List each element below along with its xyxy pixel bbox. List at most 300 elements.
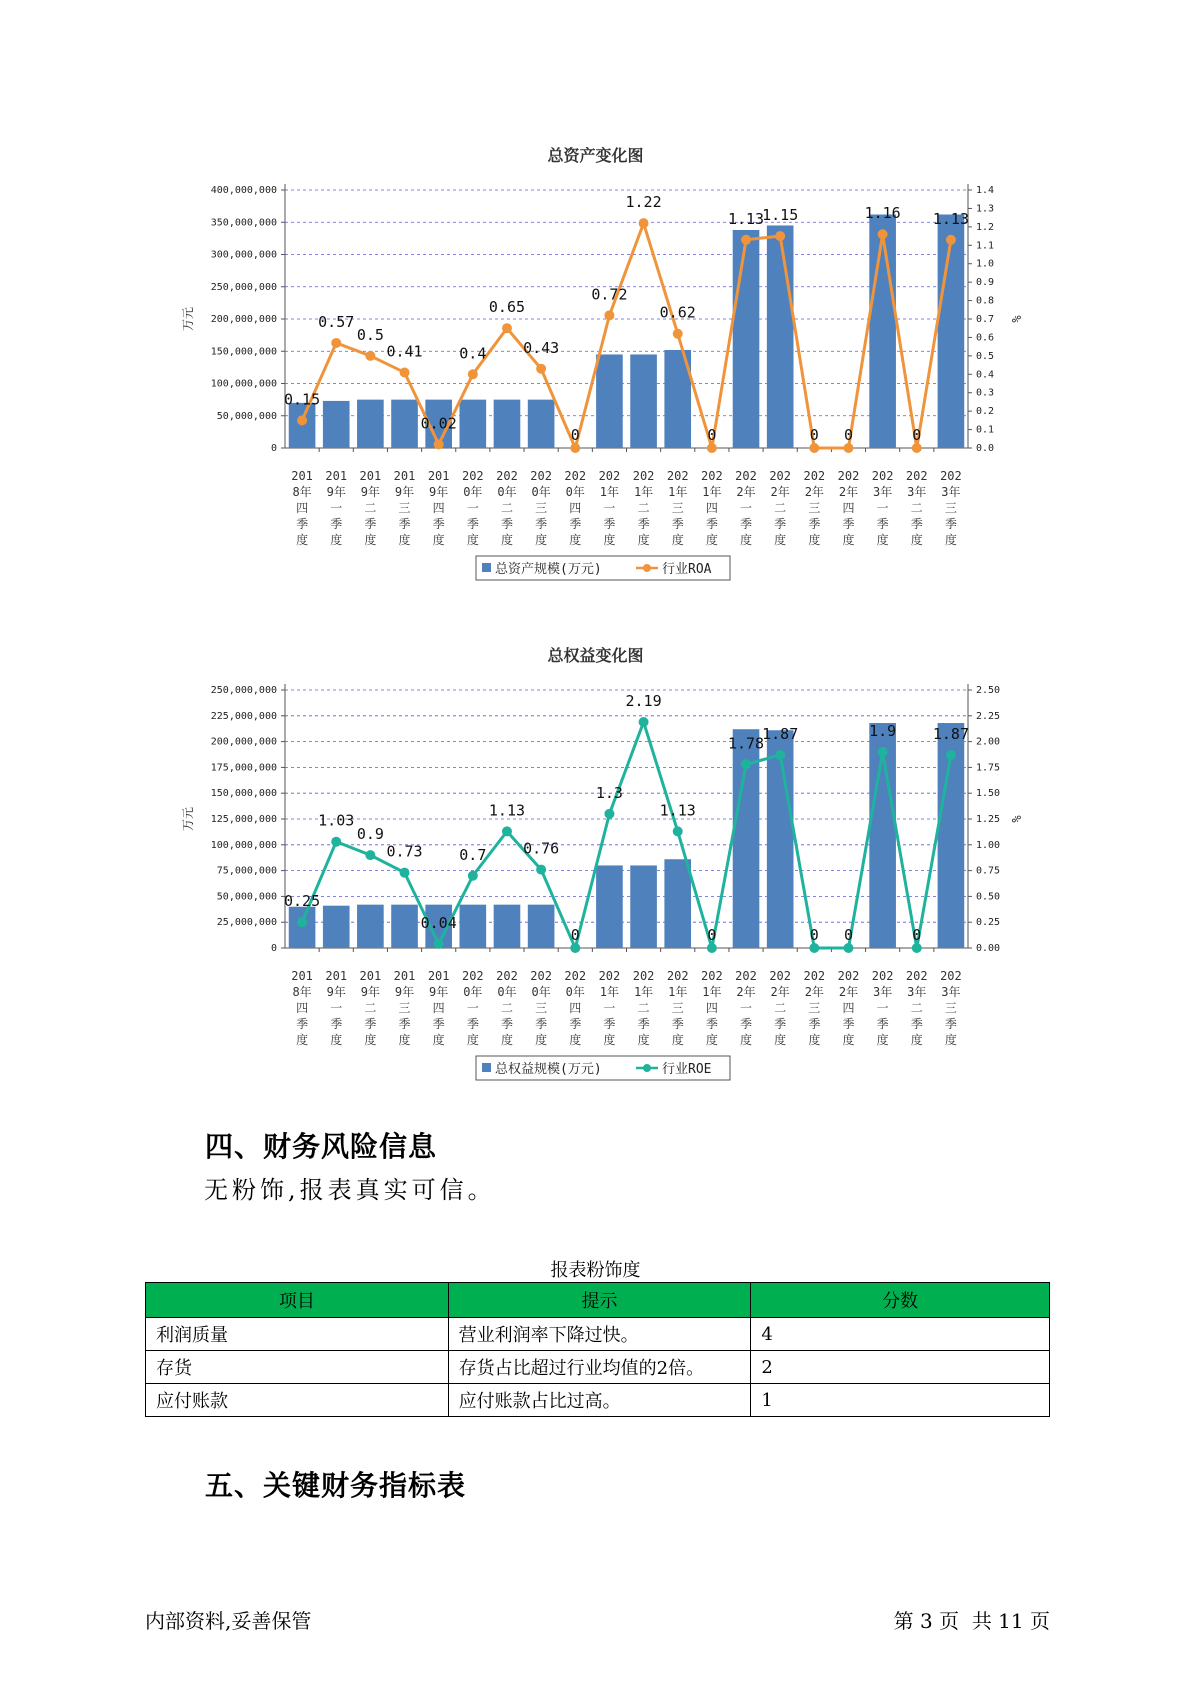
line-point [912, 443, 922, 453]
data-label: 1.87 [762, 725, 799, 744]
x-tick-label: 二 [637, 1001, 650, 1015]
x-tick-label: 二 [637, 501, 650, 515]
line-point [673, 329, 683, 339]
line-point [502, 323, 512, 333]
x-tick-label: 季 [774, 1017, 787, 1031]
data-label: 0.57 [318, 312, 355, 331]
x-tick-label: 三 [671, 1001, 684, 1015]
line-point [536, 364, 546, 374]
x-tick-label: 202 [496, 469, 518, 483]
x-tick-label: 四 [432, 501, 445, 515]
y2-tick-label: 1.3 [976, 203, 995, 215]
y-tick-label: 175,000,000 [210, 762, 277, 774]
x-tick-label: 202 [871, 469, 894, 483]
x-tick-label: 202 [940, 469, 962, 483]
x-tick-label: 季 [705, 1017, 718, 1031]
x-tick-label: 季 [671, 517, 684, 531]
y-tick-label: 100,000,000 [210, 378, 277, 390]
x-tick-label: 三 [808, 501, 821, 515]
line-point [434, 439, 444, 449]
footer-page-number: 第 3 页 共 11 页 [893, 1609, 1050, 1633]
x-tick-label: 二 [364, 501, 377, 515]
x-tick-label: 202 [666, 469, 689, 483]
x-tick-label: 202 [769, 469, 792, 483]
x-tick-label: 季 [466, 517, 479, 531]
x-tick-label: 201 [427, 469, 450, 483]
x-tick-label: 季 [500, 517, 513, 531]
x-tick-label: 2年 [838, 985, 859, 999]
x-tick-label: 三 [398, 1001, 411, 1015]
x-tick-label: 三 [808, 1001, 821, 1015]
table-caption: 报表粉饰度 [550, 1260, 641, 1281]
data-label: 1.87 [932, 725, 969, 744]
bar [494, 400, 521, 448]
y2-axis-title: % [1009, 815, 1023, 823]
x-tick-label: 四 [296, 501, 309, 515]
line-point [673, 826, 683, 836]
y2-tick-label: 0.8 [976, 295, 995, 307]
x-tick-label: 度 [603, 533, 616, 547]
x-tick-label: 201 [393, 969, 416, 983]
x-tick-label: 四 [296, 1001, 309, 1015]
x-tick-label: 度 [432, 1033, 445, 1047]
data-label: 0.65 [488, 298, 526, 317]
y-tick-label: 200,000,000 [210, 314, 277, 325]
x-tick-label: 季 [432, 517, 445, 531]
x-tick-label: 201 [393, 469, 416, 483]
table-row [146, 1318, 1050, 1351]
legend-swatch-bar [482, 1063, 491, 1072]
line-point [878, 747, 888, 757]
x-tick-label: 度 [500, 533, 513, 547]
x-tick-label: 度 [876, 1033, 889, 1047]
x-tick-label: 一 [603, 1001, 616, 1015]
x-tick-label: 2年 [736, 485, 756, 499]
x-tick-label: 一 [330, 1001, 343, 1015]
data-label: 0.02 [420, 414, 457, 433]
bar [460, 905, 487, 948]
x-tick-label: 季 [466, 1017, 479, 1031]
x-tick-label: 度 [535, 1033, 548, 1047]
line-point [400, 868, 410, 878]
x-tick-label: 度 [330, 1033, 343, 1047]
x-tick-label: 2年 [838, 485, 859, 499]
x-tick-label: 1年 [668, 485, 688, 499]
line-point [331, 837, 341, 847]
x-tick-label: 季 [637, 1017, 650, 1031]
y2-tick-label: 0.2 [976, 406, 995, 418]
x-tick-label: 202 [564, 469, 587, 483]
line-point [468, 369, 478, 379]
y2-tick-label: 1.0 [976, 258, 995, 270]
bar [323, 401, 350, 448]
x-tick-label: 度 [705, 533, 718, 547]
y2-tick-label: 0.7 [976, 314, 995, 325]
x-tick-label: 度 [364, 533, 377, 547]
legend-label-bar: 总资产规模(万元) [495, 562, 602, 577]
x-tick-label: 202 [564, 969, 587, 983]
data-label: 0.15 [284, 390, 321, 409]
x-tick-label: 度 [944, 533, 957, 547]
x-tick-label: 202 [871, 969, 894, 983]
y2-tick-label: 1.75 [976, 762, 1001, 774]
x-tick-label: 201 [325, 469, 348, 483]
x-tick-label: 9年 [360, 985, 380, 999]
line-point [570, 443, 580, 453]
legend-label-bar: 总权益规模(万元) [495, 1062, 602, 1077]
line-point [434, 939, 444, 949]
x-tick-label: 度 [774, 533, 787, 547]
x-tick-label: 季 [535, 1017, 548, 1031]
x-tick-label: 8年 [292, 485, 312, 499]
x-tick-label: 2年 [770, 485, 790, 499]
header-hint: 提示 [448, 1283, 751, 1318]
line-point [297, 415, 307, 425]
x-tick-label: 度 [842, 1033, 855, 1047]
x-tick-label: 季 [774, 517, 787, 531]
x-tick-label: 四 [842, 1001, 855, 1015]
x-tick-label: 201 [359, 469, 382, 483]
x-tick-label: 度 [432, 533, 445, 547]
x-tick-label: 201 [359, 969, 382, 983]
x-tick-label: 度 [569, 1033, 582, 1047]
x-tick-label: 度 [671, 533, 684, 547]
data-label: 1.13 [932, 209, 969, 228]
y-tick-label: 125,000,000 [210, 814, 277, 825]
x-tick-label: 0年 [463, 485, 483, 499]
section-heading-financial-risk: 四、财务风险信息 [205, 1130, 438, 1163]
x-tick-label: 202 [701, 969, 723, 983]
line-point [639, 218, 649, 228]
x-tick-label: 202 [735, 969, 757, 983]
legend-swatch-dot [643, 564, 651, 572]
bar [494, 905, 521, 948]
x-tick-label: 三 [535, 501, 548, 515]
x-tick-label: 202 [530, 969, 552, 983]
data-label: 0 [912, 926, 922, 944]
x-tick-label: 度 [944, 1033, 957, 1047]
x-tick-label: 9年 [429, 985, 449, 999]
x-tick-label: 季 [740, 517, 753, 531]
bar [630, 865, 657, 948]
x-tick-label: 3年 [907, 985, 927, 999]
cell-score: 1 [751, 1384, 1050, 1417]
data-label: 0.25 [284, 892, 321, 911]
data-label: 0.43 [523, 338, 560, 357]
x-tick-label: 季 [740, 1017, 753, 1031]
x-tick-label: 2年 [736, 985, 756, 999]
line-point [297, 917, 307, 927]
x-tick-label: 度 [876, 533, 889, 547]
x-tick-label: 202 [496, 969, 518, 983]
x-tick-label: 度 [296, 1033, 309, 1047]
x-tick-label: 度 [740, 1033, 753, 1047]
x-tick-label: 度 [637, 533, 650, 547]
x-tick-label: 一 [603, 501, 616, 515]
x-tick-label: 季 [364, 1017, 377, 1031]
bar [391, 905, 418, 948]
data-label: 1.22 [625, 193, 662, 212]
x-tick-label: 季 [432, 1017, 445, 1031]
x-tick-label: 8年 [292, 985, 312, 999]
y2-tick-label: 1.00 [976, 839, 1001, 851]
y-axis-title: 万元 [181, 306, 195, 332]
x-tick-label: 季 [944, 1017, 957, 1031]
x-tick-label: 1年 [633, 985, 654, 999]
y2-tick-label: 0.50 [976, 891, 1001, 903]
cell-item: 存货 [146, 1351, 449, 1384]
x-tick-label: 202 [905, 969, 928, 983]
x-tick-label: 201 [291, 469, 313, 483]
x-tick-label: 2年 [804, 985, 824, 999]
line-point [502, 826, 512, 836]
y-tick-label: 400,000,000 [210, 185, 277, 196]
x-tick-label: 度 [330, 533, 343, 547]
x-tick-label: 季 [842, 517, 855, 531]
line-point [946, 235, 956, 245]
x-tick-label: 度 [296, 533, 309, 547]
line-point [809, 943, 819, 953]
cell-item: 应付账款 [146, 1384, 449, 1417]
x-tick-label: 四 [842, 501, 855, 515]
line-point [775, 231, 785, 241]
bar [596, 354, 623, 448]
data-label: 0 [843, 926, 853, 944]
y-tick-label: 25,000,000 [216, 917, 277, 929]
x-tick-label: 202 [837, 969, 860, 983]
x-tick-label: 度 [740, 533, 753, 547]
x-tick-label: 202 [632, 469, 655, 483]
line-point [843, 443, 853, 453]
x-tick-label: 3年 [873, 485, 893, 499]
y2-tick-label: 1.25 [976, 814, 1001, 825]
legend-swatch-bar [482, 563, 491, 572]
line-point [639, 717, 649, 727]
bar [938, 215, 965, 448]
data-label: 0 [707, 926, 717, 944]
bar [528, 905, 555, 948]
bar [323, 906, 350, 948]
x-tick-label: 1年 [599, 985, 620, 999]
table-row [146, 1351, 1050, 1384]
x-tick-label: 季 [944, 517, 957, 531]
x-tick-label: 1年 [702, 485, 722, 499]
x-tick-label: 季 [296, 1017, 309, 1031]
x-tick-label: 二 [910, 1001, 923, 1015]
x-tick-label: 度 [705, 1033, 718, 1047]
y2-tick-label: 0.4 [976, 369, 995, 381]
x-tick-label: 一 [466, 1001, 479, 1015]
chart-total-assets [0, 168, 1191, 588]
bar [460, 400, 487, 448]
bar [528, 400, 555, 448]
x-tick-label: 1年 [702, 985, 722, 999]
y2-tick-label: 2.00 [976, 736, 1001, 748]
bar [869, 215, 896, 448]
line-point [843, 943, 853, 953]
x-tick-label: 三 [398, 501, 411, 515]
data-label: 0.5 [356, 325, 384, 344]
data-label: 1.16 [864, 204, 901, 223]
x-tick-label: 9年 [394, 485, 415, 499]
x-tick-label: 202 [666, 969, 689, 983]
y-tick-label: 50,000,000 [216, 891, 277, 903]
x-tick-label: 9年 [326, 485, 346, 499]
x-tick-label: 2年 [770, 985, 790, 999]
x-tick-label: 9年 [394, 985, 415, 999]
legend-swatch-dot [643, 1064, 651, 1072]
x-tick-label: 度 [808, 1033, 821, 1047]
y-axis-title: 万元 [181, 806, 195, 832]
data-label: 1.9 [869, 721, 897, 740]
y-tick-label: 100,000,000 [210, 839, 277, 851]
x-tick-label: 度 [671, 1033, 684, 1047]
risk-summary-text: 无粉饰,报表真实可信。 [204, 1176, 496, 1204]
x-tick-label: 202 [837, 469, 860, 483]
x-tick-label: 三 [671, 501, 684, 515]
y2-tick-label: 0.25 [976, 917, 1001, 929]
x-tick-label: 0年 [463, 985, 483, 999]
data-label: 0 [809, 926, 819, 944]
line-point [331, 338, 341, 348]
y2-tick-label: 0.3 [976, 387, 995, 399]
x-tick-label: 四 [569, 1001, 582, 1015]
y2-axis-title: % [1009, 315, 1023, 323]
x-tick-label: 0年 [531, 485, 551, 499]
x-tick-label: 季 [910, 1017, 923, 1031]
x-tick-label: 度 [500, 1033, 513, 1047]
footer-confidential: 内部资料,妥善保管 [145, 1609, 312, 1633]
data-label: 0 [843, 426, 853, 444]
y-tick-label: 225,000,000 [210, 710, 277, 722]
x-tick-label: 度 [535, 533, 548, 547]
x-tick-label: 3年 [941, 985, 961, 999]
x-tick-label: 3年 [941, 485, 961, 499]
data-label: 0 [570, 926, 580, 944]
x-tick-label: 季 [296, 517, 309, 531]
x-tick-label: 一 [330, 501, 343, 515]
data-label: 1.3 [595, 783, 623, 802]
x-tick-label: 度 [466, 1033, 479, 1047]
x-tick-label: 一 [740, 501, 753, 515]
y-tick-label: 350,000,000 [210, 217, 277, 229]
x-tick-label: 202 [530, 469, 552, 483]
y-tick-label: 75,000,000 [216, 865, 277, 877]
x-tick-label: 201 [325, 969, 348, 983]
y-tick-label: 200,000,000 [210, 736, 277, 748]
y2-tick-label: 0.00 [976, 943, 1001, 954]
x-tick-label: 季 [330, 1017, 343, 1031]
x-tick-label: 季 [637, 517, 650, 531]
x-tick-label: 二 [910, 501, 923, 515]
x-tick-label: 度 [842, 533, 855, 547]
data-label: 0.7 [459, 845, 487, 864]
x-tick-label: 一 [876, 1001, 889, 1015]
x-tick-label: 202 [905, 469, 928, 483]
data-label: 0.72 [591, 285, 628, 304]
x-tick-label: 季 [705, 517, 718, 531]
x-tick-label: 季 [842, 1017, 855, 1031]
x-tick-label: 二 [364, 1001, 377, 1015]
data-label: 0.4 [459, 344, 487, 363]
x-tick-label: 202 [701, 469, 723, 483]
legend-label-line: 行业ROA [662, 562, 712, 577]
x-tick-label: 202 [632, 969, 655, 983]
data-label: 0.76 [523, 839, 560, 858]
x-tick-label: 9年 [326, 985, 346, 999]
data-label: 1.13 [659, 801, 696, 820]
y2-tick-label: 0.0 [976, 443, 995, 454]
y2-tick-label: 1.2 [976, 221, 995, 233]
x-tick-label: 一 [876, 501, 889, 515]
bar [357, 400, 384, 448]
bar [289, 403, 316, 448]
y-tick-label: 300,000,000 [210, 249, 277, 261]
legend-label-line: 行业ROE [662, 1062, 712, 1077]
x-tick-label: 一 [740, 1001, 753, 1015]
x-tick-label: 四 [705, 501, 718, 515]
y2-tick-label: 1.1 [976, 240, 995, 252]
x-tick-label: 季 [535, 517, 548, 531]
x-tick-label: 季 [876, 1017, 889, 1031]
x-tick-label: 0年 [497, 485, 517, 499]
x-tick-label: 2年 [804, 485, 824, 499]
x-tick-label: 9年 [429, 485, 449, 499]
x-tick-label: 三 [944, 1001, 957, 1015]
y-tick-label: 0 [270, 443, 277, 454]
line-point [570, 943, 580, 953]
x-tick-label: 1年 [599, 485, 620, 499]
x-tick-label: 202 [940, 969, 962, 983]
x-tick-label: 季 [330, 517, 343, 531]
y-tick-label: 0 [270, 943, 277, 954]
x-tick-label: 度 [910, 533, 923, 547]
y2-tick-label: 1.4 [976, 185, 995, 196]
line-point [946, 750, 956, 760]
x-tick-label: 度 [603, 1033, 616, 1047]
x-tick-label: 3年 [907, 485, 927, 499]
x-tick-label: 季 [364, 517, 377, 531]
x-tick-label: 202 [769, 969, 792, 983]
data-label: 0 [912, 426, 922, 444]
data-label: 0 [809, 426, 819, 444]
x-tick-label: 202 [461, 969, 484, 983]
line-point [604, 310, 614, 320]
x-tick-label: 季 [603, 517, 616, 531]
x-tick-label: 202 [803, 969, 826, 983]
data-label: 1.13 [727, 209, 765, 228]
data-label: 1.03 [318, 811, 355, 830]
data-label: 0.04 [420, 913, 457, 932]
x-tick-label: 度 [364, 1033, 377, 1047]
bar [289, 907, 316, 948]
x-tick-label: 季 [808, 1017, 821, 1031]
line-point [400, 367, 410, 377]
line-point [775, 750, 785, 760]
bar [391, 400, 418, 448]
bar [733, 230, 760, 448]
x-tick-label: 四 [569, 501, 582, 515]
data-label: 0.73 [386, 842, 423, 861]
x-tick-label: 季 [910, 517, 923, 531]
table-row [146, 1384, 1050, 1417]
x-tick-label: 度 [569, 533, 582, 547]
x-tick-label: 一 [466, 501, 479, 515]
x-tick-label: 季 [603, 1017, 616, 1031]
x-tick-label: 四 [432, 1001, 445, 1015]
header-score: 分数 [751, 1283, 1050, 1318]
y-tick-label: 150,000,000 [210, 346, 277, 358]
